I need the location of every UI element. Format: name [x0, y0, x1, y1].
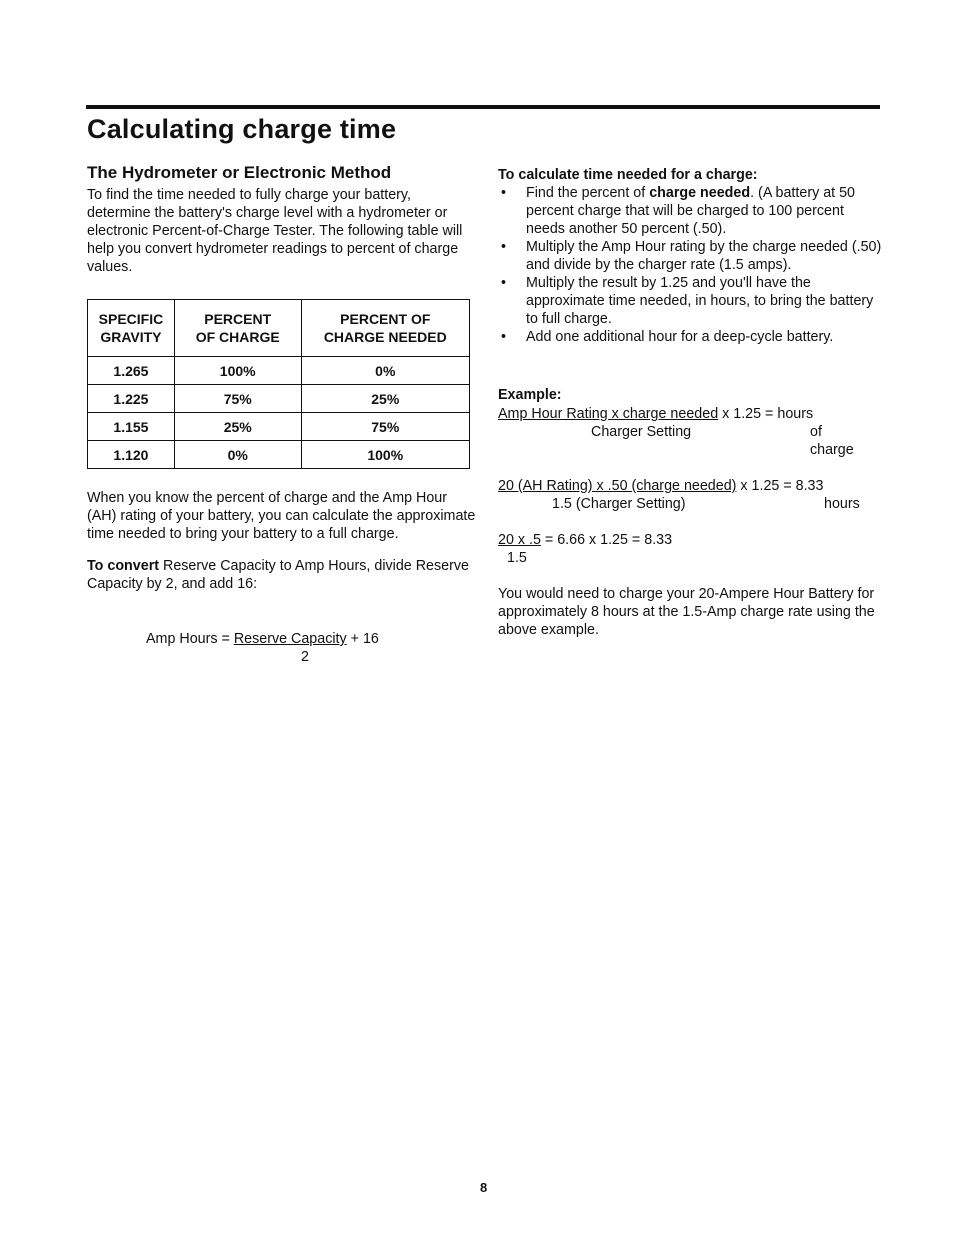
left-column — [87, 163, 477, 276]
example-label: Example: — [498, 387, 562, 403]
example-formula-denominator: Charger Setting — [591, 424, 692, 440]
formula-denominator: 2 — [301, 649, 309, 665]
header-specific-gravity: SPECIFIC GRAVITY — [88, 300, 175, 357]
steps-heading: To calculate time needed for a charge: — [498, 167, 758, 183]
charge-explanation — [87, 489, 477, 607]
example-formula-charge: charge — [810, 442, 854, 458]
page-number: 8 — [480, 1180, 488, 1195]
example-calc-denominator: 1.5 — [507, 550, 527, 566]
ah-paragraph: When you know the percent of charge and the Amp Hour (AH) rating of your battery, you can calculate the approximate time needed to bring your battery to a full charge. — [87, 490, 476, 542]
table-header-row — [88, 300, 470, 357]
list-item: • Add one additional hour for a deep-cycle battery. — [498, 328, 883, 346]
table-cell: 1.265 — [88, 357, 175, 385]
table-row — [88, 413, 470, 441]
table-row — [88, 385, 470, 413]
table-cell: 100% — [301, 441, 469, 469]
example-numbers-hours: hours — [824, 496, 860, 512]
title-rule — [86, 105, 880, 109]
right-column — [498, 167, 883, 346]
section-heading: The Hydrometer or Electronic Method — [87, 163, 392, 182]
convert-paragraph: To convert Reserve Capacity to Amp Hours, divide Reserve Capacity by 2, and add 16: — [87, 558, 469, 592]
example-numbers-line1: 20 (AH Rating) x .50 (charge needed) x 1.25 = 8.33 — [498, 478, 824, 494]
formula-numerator: Reserve Capacity — [233, 631, 347, 647]
table-row — [88, 357, 470, 385]
table-cell: 1.155 — [88, 413, 175, 441]
table-row — [88, 441, 470, 469]
example-formula-of: of — [810, 424, 822, 440]
example-calc-line1: 20 x .5 = 6.66 x 1.25 = 8.33 — [498, 532, 673, 548]
header-percent-of-charge: PERCENT OF CHARGE — [174, 300, 301, 357]
table-cell: 1.120 — [88, 441, 175, 469]
page-title: Calculating charge time — [87, 114, 397, 144]
header-percent-needed: PERCENT OF CHARGE NEEDED — [301, 300, 469, 357]
list-item: • Find the percent of charge needed. (A battery at 50 percent charge that will be charged to 100 percent needs another 50 percent (.50). — [498, 184, 883, 238]
result-paragraph: You would need to charge your 20-Ampere Hour Battery for approximately 8 hours at the 1.5-Amp charge rate using the above example. — [498, 586, 875, 638]
table-cell: 0% — [301, 357, 469, 385]
intro-paragraph: To find the time needed to fully charge your battery, determine the battery's charge level with a hydrometer or electronic Percent-of-Charge Tester. The following table will help you convert hydrometer readings to percent of charge values. — [87, 187, 463, 275]
example-numbers-denominator: 1.5 (Charger Setting) — [552, 496, 686, 512]
list-item: • Multiply the result by 1.25 and you'll have the approximate time needed, in hours, to bring the battery to full charge. — [498, 274, 883, 328]
table-cell: 25% — [301, 385, 469, 413]
list-item: • Multiply the Amp Hour rating by the charge needed (.50) and divide by the charger rate (1.5 amps). — [498, 238, 883, 274]
example-formula-line1: Amp Hour Rating x charge needed x 1.25 = hours — [498, 406, 814, 422]
table-cell: 0% — [174, 441, 301, 469]
table-cell: 75% — [174, 385, 301, 413]
table-cell: 25% — [174, 413, 301, 441]
table-cell: 75% — [301, 413, 469, 441]
specific-gravity-table — [87, 299, 470, 469]
table-cell: 1.225 — [88, 385, 175, 413]
steps-list — [498, 184, 883, 346]
table-cell: 100% — [174, 357, 301, 385]
amp-hours-formula: Amp Hours = Reserve Capacity + 16 2 — [146, 631, 379, 665]
